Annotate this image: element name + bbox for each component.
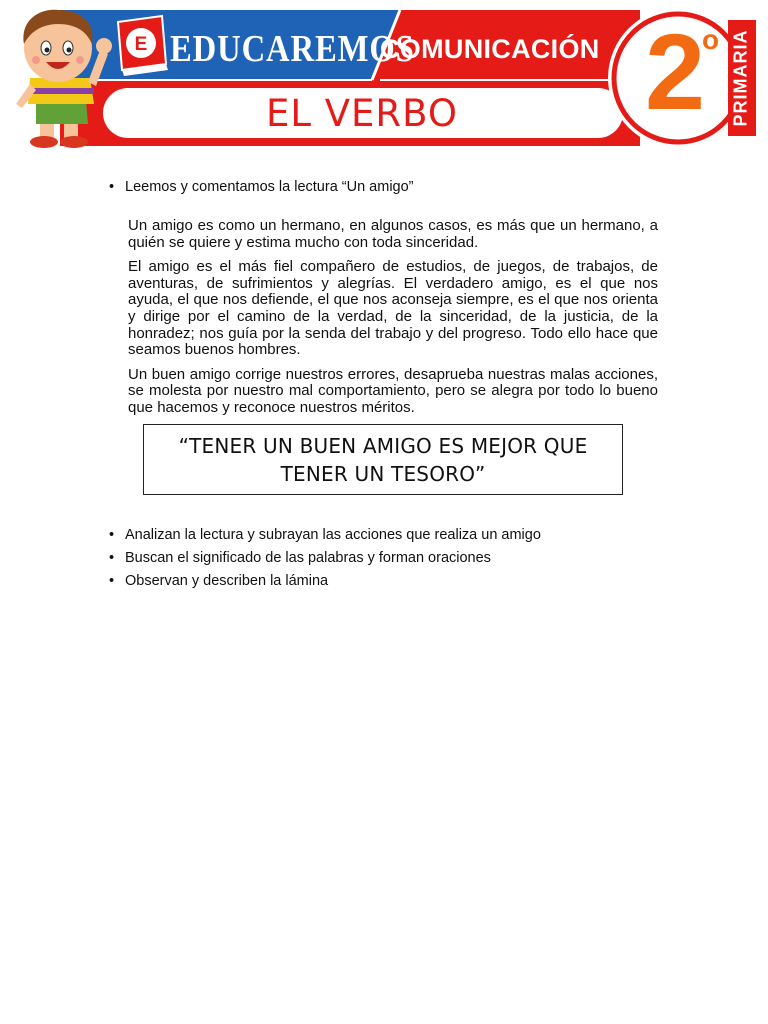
reading-paragraph: El amigo es el más fiel compañero de estudios, de juegos, de trabajos, de aventuras, de sufrimientos y alegrías. El verdadero amigo, es el que nos ayuda, el que nos defiende, el que nos aconseja siempre, es el que nos orienta y dirige por el camino de la verdad, de la sinceridad, de la justicia, de la honradez; nos guía por la senda del trabajo y del progreso. Todo ello hace que seamos buenos hombres. xyxy=(128,258,658,359)
quote-text xyxy=(148,432,618,488)
brand-name: EDUCAREMOS xyxy=(170,28,415,70)
intro-bullet-text: Leemos y comentamos la lectura “Un amigo” xyxy=(125,179,414,195)
bullet-dot-icon: • xyxy=(109,179,115,195)
bullet-dot-icon: • xyxy=(109,550,115,566)
quote-line: TENER UN TESORO” xyxy=(280,461,486,486)
header-banner xyxy=(0,0,768,160)
page-title: EL VERBO xyxy=(265,92,458,135)
reading-paragraph: Un amigo es como un hermano, en algunos casos, es más que un hermano, a quién se quiere y estima mucho con toda sinceridad. xyxy=(128,217,658,251)
intro-bullet xyxy=(109,178,414,196)
level-label: PRIMARIA xyxy=(730,29,751,127)
reading-text xyxy=(128,218,658,425)
quote-line: “TENER UN BUEN AMIGO ES MEJOR QUE xyxy=(178,433,588,458)
grade-suffix: o xyxy=(702,24,720,55)
subject-label: COMUNICACIÓN xyxy=(380,34,600,64)
activity-text: Buscan el significado de las palabras y forman oraciones xyxy=(125,550,491,566)
book-logo-icon xyxy=(118,16,168,76)
reading-paragraph: Un buen amigo corrige nuestros errores, desaprueba nuestras malas acciones, se molesta por nuestro mal comportamiento, pero se alegra por todo lo bueno que hacemos y reconoce nuestros méritos. xyxy=(128,365,658,416)
svg-text:E: E xyxy=(134,34,148,55)
activity-item xyxy=(109,526,541,544)
quote-box xyxy=(143,424,623,495)
bullet-dot-icon: • xyxy=(109,573,115,589)
activity-item xyxy=(109,572,328,590)
bullet-dot-icon: • xyxy=(109,527,115,543)
activity-item xyxy=(109,549,491,567)
activity-text: Analizan la lectura y subrayan las acciones que realiza un amigo xyxy=(125,527,541,543)
activity-text: Observan y describen la lámina xyxy=(125,573,329,589)
grade-number: 2 xyxy=(645,11,706,132)
